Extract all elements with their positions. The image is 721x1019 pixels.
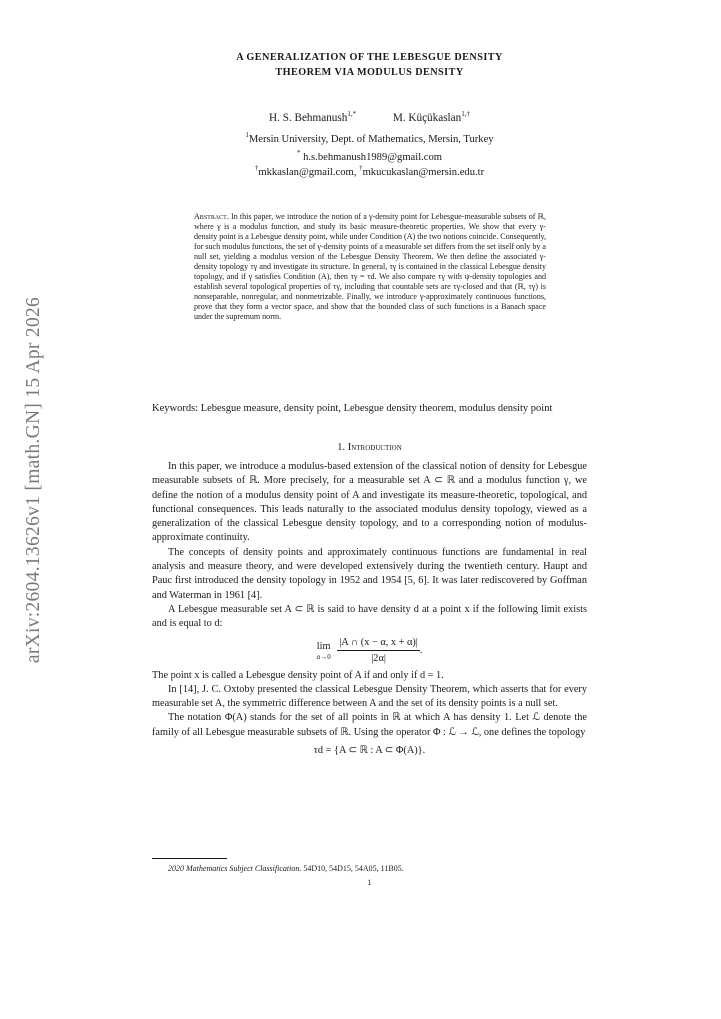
paragraph-3: A Lebesgue measurable set A ⊂ ℝ is said to have density d at a point x if the following limit exists and is equal to d:	[152, 603, 587, 630]
email-dagger-1: †	[254, 164, 259, 172]
density-fraction	[337, 636, 420, 665]
email-line-2	[152, 164, 587, 178]
footnote-codes: 54D10, 54D15, 54A05, 11B05.	[303, 864, 404, 873]
email-1: h.s.behmanush1989@gmail.com	[303, 152, 443, 163]
equation-period: .	[419, 644, 423, 656]
arxiv-sidebar	[14, 280, 54, 680]
abstract-text: In this paper, we introduce the notion of a γ-density point for Lebesgue-measurable subsets of ℝ, where γ is a modulus function, and study its basic measure-theoretic properties. We show that every γ-density point is a Lebesgue density point, while under Condition (A) the two notions coincide. Consequently, for such modulus functions, the set of γ-density points of a measurable set differs from the set itself only by a null set, yielding a modulus version of the Lebesgue Density Theorem. We then define the associated γ-density topology τγ and investigate its structure. In general, τγ is contained in the classical Lebesgue density topology, and if γ satisfies Condition (A), then τγ = τd. We also compare τγ with ψ-density topologies and establish several topological properties of τγ, including that countable sets are τγ-closed and that (ℝ, τγ) is nonseparable, nonregular, and nonmetrizable. Finally, we introduce γ-approximately continuous functions, prove that they form a vector space, and show that the bounded class of such functions is a Banach space under the supremum norm.	[194, 212, 546, 322]
email-line-1	[152, 149, 587, 163]
email-dagger-2: †	[359, 164, 363, 172]
title-line-2: THEOREM VIA MODULUS DENSITY	[275, 67, 464, 78]
limit-operator	[317, 640, 331, 661]
footnote-label: 2020 Mathematics Subject Classification.	[168, 864, 302, 873]
author-2-marker: 1,†	[461, 110, 470, 118]
paragraph-4: The point x is called a Lebesgue density point of A if and only if d = 1.	[152, 669, 444, 681]
author-line	[152, 112, 587, 124]
limit-symbol: lim	[316, 640, 331, 652]
email-3: mkucukaslan@mersin.edu.tr	[362, 167, 485, 178]
affiliation-marker: 1	[245, 131, 249, 139]
abstract	[194, 212, 546, 323]
footnote	[168, 864, 404, 873]
section-number: 1.	[337, 442, 346, 453]
email-2: mkkaslan@gmail.com,	[258, 167, 357, 178]
title-line-1: A GENERALIZATION OF THE LEBESGUE DENSITY	[236, 52, 503, 63]
fraction-denominator: |2α|	[371, 652, 386, 664]
paragraph-5: In [14], J. C. Oxtoby presented the classical Lebesgue Density Theorem, which asserts that for every measurable set A, the symmetric difference between A and the set of its density points is a null set.	[152, 683, 587, 710]
section-title: Introduction	[347, 442, 402, 453]
affiliation	[152, 131, 587, 145]
author-1-marker: 1,*	[347, 110, 357, 118]
page-number: 1	[367, 878, 372, 887]
density-limit-equation	[152, 636, 587, 665]
paragraph-2: The concepts of density points and approximately continuous functions are fundamental in real analysis and measure theory, and were developed extensively during the twentieth century. Haupt and Pauc first introduced the density topology in 1952 and 1954 [5, 6]. It was later rediscovered by Goffman and Waterman in 1961 [4].	[152, 546, 587, 601]
footnote-rule	[152, 858, 227, 859]
email-star-marker: *	[296, 149, 301, 157]
section-body	[152, 460, 587, 761]
limit-subscript: α→0	[316, 652, 331, 661]
paper-title	[152, 50, 587, 80]
affiliation-text: Mersin University, Dept. of Mathematics, Mersin, Turkey	[248, 134, 494, 145]
arxiv-identifier: arXiv:2604.13626v1 [math.GN] 15 Apr 2026	[23, 296, 44, 664]
abstract-label: Abstract.	[194, 212, 229, 221]
author-2: M. Küçükaslan	[392, 112, 462, 124]
fraction-numerator: |A ∩ (x − α, x + α)|	[337, 636, 420, 651]
author-1: H. S. Behmanush	[269, 112, 348, 124]
paragraph-6: The notation Φ(A) stands for the set of all points in ℝ at which A has density 1. Let ℒ denote the family of all Lebesgue measurable subsets of ℝ. Using the operator Φ : ℒ → ℒ, one defines the topology	[152, 712, 587, 738]
section-heading	[152, 442, 587, 453]
topology-equation: τd = {A ⊂ ℝ : A ⊂ Φ(A)}.	[313, 745, 426, 757]
paragraph-1: In this paper, we introduce a modulus-based extension of the classical notion of density for Lebesgue measurable subsets of ℝ. More precisely, for a measurable set A ⊂ ℝ and a modulus function γ, we define the notion of a modulus density point of A and investigate its measure-theoretic, topological, and functional consequences. This leads naturally to the associated modulus density topology, viewed as a generalization of the classical Lebesgue density topology, and to a corresponding notion of modulus-approximate continuity.	[152, 461, 587, 544]
keywords: Keywords: Lebesgue measure, density point, Lebesgue density theorem, modulus density point	[152, 403, 553, 414]
